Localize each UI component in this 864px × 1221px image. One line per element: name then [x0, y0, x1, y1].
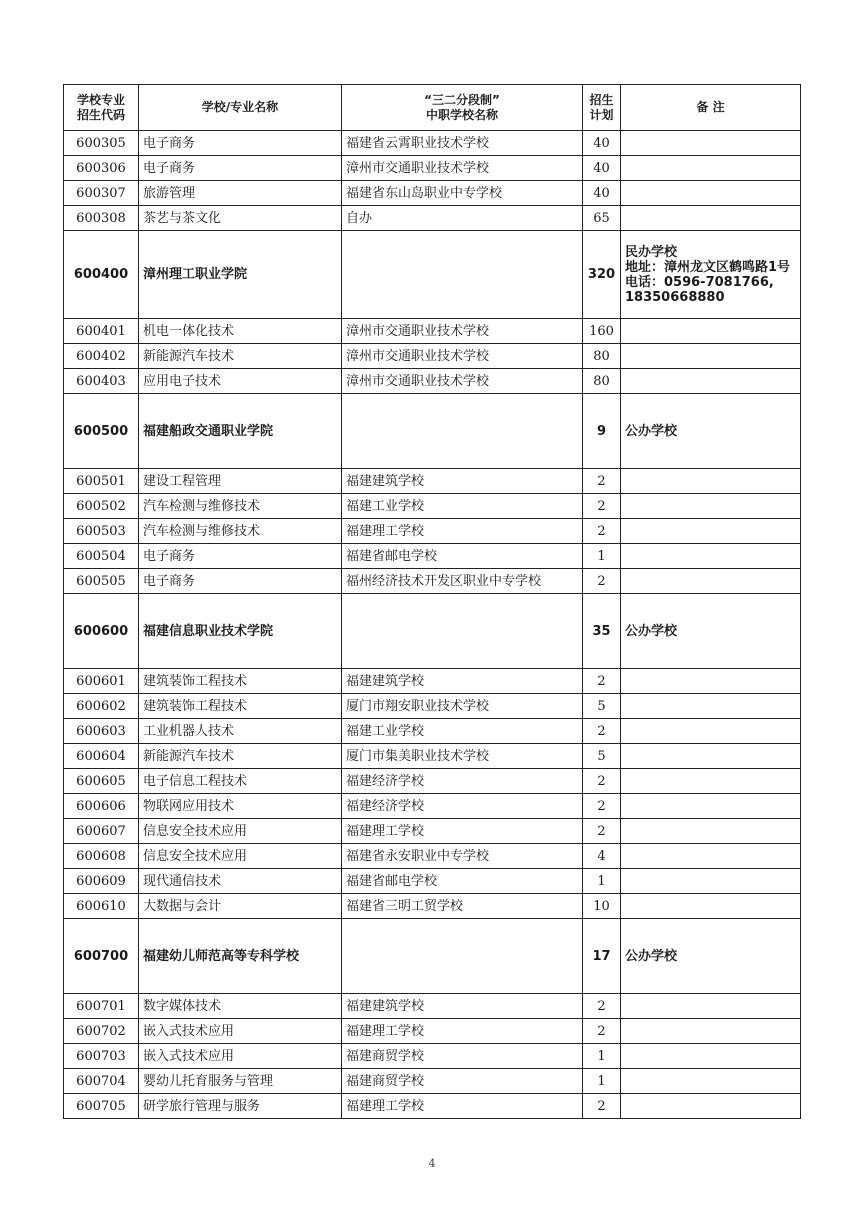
remark-line: 地址：漳州龙文区鹤鸣路1号 — [625, 259, 791, 275]
table-row — [64, 1019, 801, 1044]
cell-midschool: 福建理工学校 — [342, 519, 583, 544]
remark-line: 18350668880 — [625, 289, 725, 305]
cell-plan: 320 — [583, 231, 621, 319]
cell-name: 信息安全技术应用 — [139, 819, 342, 844]
cell-remark — [621, 594, 801, 669]
cell-remark — [621, 1019, 801, 1044]
table-row — [64, 794, 801, 819]
cell-plan: 1 — [583, 869, 621, 894]
cell-remark — [621, 569, 801, 594]
cell-plan: 5 — [583, 694, 621, 719]
cell-remark — [621, 231, 801, 319]
cell-code: 600503 — [64, 519, 139, 544]
cell-midschool: 福建省云霄职业技术学校 — [342, 131, 583, 156]
school-row — [64, 394, 801, 469]
cell-midschool: 福建商贸学校 — [342, 1069, 583, 1094]
cell-midschool: 福建省三明工贸学校 — [342, 894, 583, 919]
cell-code: 600703 — [64, 1044, 139, 1069]
cell-code: 600601 — [64, 669, 139, 694]
cell-code: 600401 — [64, 319, 139, 344]
cell-midschool: 厦门市翔安职业技术学校 — [342, 694, 583, 719]
cell-name: 福建信息职业技术学院 — [139, 594, 342, 669]
cell-midschool: 福建商贸学校 — [342, 1044, 583, 1069]
remark-line: 民办学校 — [625, 244, 678, 260]
cell-remark — [621, 869, 801, 894]
school-row — [64, 594, 801, 669]
cell-remark — [621, 131, 801, 156]
cell-code: 600700 — [64, 919, 139, 994]
cell-midschool: 福建工业学校 — [342, 719, 583, 744]
cell-code: 600610 — [64, 894, 139, 919]
cell-name: 研学旅行管理与服务 — [139, 1094, 342, 1119]
cell-name: 建筑装饰工程技术 — [139, 694, 342, 719]
cell-name: 物联网应用技术 — [139, 794, 342, 819]
cell-midschool: 福建建筑学校 — [342, 469, 583, 494]
table-row — [64, 669, 801, 694]
cell-plan: 9 — [583, 394, 621, 469]
cell-midschool: 福建建筑学校 — [342, 994, 583, 1019]
cell-plan: 40 — [583, 131, 621, 156]
cell-midschool: 福建省邮电学校 — [342, 869, 583, 894]
cell-midschool: 福建经济学校 — [342, 769, 583, 794]
cell-remark — [621, 469, 801, 494]
cell-name: 新能源汽车技术 — [139, 344, 342, 369]
cell-name: 建筑装饰工程技术 — [139, 669, 342, 694]
table-row — [64, 844, 801, 869]
table-row — [64, 744, 801, 769]
cell-midschool: 漳州市交通职业技术学校 — [342, 369, 583, 394]
table-row — [64, 319, 801, 344]
cell-name: 旅游管理 — [139, 181, 342, 206]
table-row — [64, 994, 801, 1019]
cell-remark — [621, 669, 801, 694]
cell-name: 福建船政交通职业学院 — [139, 394, 342, 469]
cell-midschool: 福建建筑学校 — [342, 669, 583, 694]
cell-code: 600702 — [64, 1019, 139, 1044]
header-remark: 备 注 — [621, 85, 801, 131]
cell-midschool — [342, 231, 583, 319]
cell-plan: 35 — [583, 594, 621, 669]
cell-midschool — [342, 919, 583, 994]
cell-plan: 2 — [583, 1019, 621, 1044]
cell-midschool — [342, 394, 583, 469]
cell-name: 茶艺与茶文化 — [139, 206, 342, 231]
cell-name: 婴幼儿托育服务与管理 — [139, 1069, 342, 1094]
remark-line: 电话：0596-7081766, — [625, 274, 774, 290]
cell-plan: 5 — [583, 744, 621, 769]
cell-name: 福建幼儿师范高等专科学校 — [139, 919, 342, 994]
cell-name: 电子商务 — [139, 131, 342, 156]
enrollment-plan-table — [63, 84, 801, 1119]
header-midschool: “三二分段制” 中职学校名称 — [342, 85, 583, 131]
table-row — [64, 694, 801, 719]
header-code: 学校专业 招生代码 — [64, 85, 139, 131]
cell-name: 现代通信技术 — [139, 869, 342, 894]
cell-code: 600701 — [64, 994, 139, 1019]
cell-code: 600705 — [64, 1094, 139, 1119]
table-body — [64, 131, 801, 1119]
cell-plan: 2 — [583, 794, 621, 819]
cell-remark — [621, 206, 801, 231]
page-number: 4 — [428, 1157, 436, 1170]
cell-name: 漳州理工职业学院 — [139, 231, 342, 319]
cell-midschool: 厦门市集美职业技术学校 — [342, 744, 583, 769]
table-row — [64, 181, 801, 206]
cell-name: 建设工程管理 — [139, 469, 342, 494]
cell-name: 大数据与会计 — [139, 894, 342, 919]
cell-remark — [621, 494, 801, 519]
table-row — [64, 894, 801, 919]
cell-midschool: 福建工业学校 — [342, 494, 583, 519]
table-row — [64, 519, 801, 544]
cell-remark — [621, 394, 801, 469]
table-row — [64, 819, 801, 844]
cell-name: 电子商务 — [139, 569, 342, 594]
cell-code: 600305 — [64, 131, 139, 156]
cell-remark — [621, 319, 801, 344]
table-row — [64, 1094, 801, 1119]
cell-remark — [621, 369, 801, 394]
cell-remark — [621, 344, 801, 369]
cell-code: 600603 — [64, 719, 139, 744]
cell-code: 600501 — [64, 469, 139, 494]
cell-plan: 65 — [583, 206, 621, 231]
cell-name: 电子商务 — [139, 156, 342, 181]
cell-remark — [621, 519, 801, 544]
cell-remark — [621, 744, 801, 769]
cell-name: 工业机器人技术 — [139, 719, 342, 744]
cell-code: 600602 — [64, 694, 139, 719]
cell-remark — [621, 894, 801, 919]
cell-plan: 2 — [583, 994, 621, 1019]
cell-plan: 2 — [583, 1094, 621, 1119]
header-name: 学校/专业名称 — [139, 85, 342, 131]
cell-plan: 40 — [583, 156, 621, 181]
cell-remark — [621, 819, 801, 844]
cell-code: 600505 — [64, 569, 139, 594]
table-row — [64, 1044, 801, 1069]
cell-plan: 10 — [583, 894, 621, 919]
cell-code: 600609 — [64, 869, 139, 894]
cell-name: 嵌入式技术应用 — [139, 1044, 342, 1069]
cell-code: 600604 — [64, 744, 139, 769]
cell-midschool: 漳州市交通职业技术学校 — [342, 156, 583, 181]
cell-name: 新能源汽车技术 — [139, 744, 342, 769]
table-row — [64, 469, 801, 494]
cell-remark — [621, 544, 801, 569]
cell-code: 600704 — [64, 1069, 139, 1094]
table-row — [64, 869, 801, 894]
cell-remark — [621, 994, 801, 1019]
cell-remark — [621, 1069, 801, 1094]
cell-plan: 2 — [583, 494, 621, 519]
cell-name: 机电一体化技术 — [139, 319, 342, 344]
cell-code: 600607 — [64, 819, 139, 844]
cell-plan: 2 — [583, 819, 621, 844]
cell-code: 600500 — [64, 394, 139, 469]
cell-code: 600400 — [64, 231, 139, 319]
cell-midschool: 福建经济学校 — [342, 794, 583, 819]
table-row — [64, 206, 801, 231]
cell-remark — [621, 694, 801, 719]
table-row — [64, 344, 801, 369]
table-row — [64, 1069, 801, 1094]
cell-name: 电子商务 — [139, 544, 342, 569]
cell-plan: 1 — [583, 544, 621, 569]
cell-plan: 160 — [583, 319, 621, 344]
cell-name: 信息安全技术应用 — [139, 844, 342, 869]
cell-code: 600606 — [64, 794, 139, 819]
table-row — [64, 719, 801, 744]
cell-plan: 80 — [583, 369, 621, 394]
cell-remark — [621, 181, 801, 206]
cell-plan: 1 — [583, 1044, 621, 1069]
cell-code: 600403 — [64, 369, 139, 394]
table-header-row — [64, 85, 801, 131]
cell-midschool: 福建省邮电学校 — [342, 544, 583, 569]
cell-plan: 2 — [583, 519, 621, 544]
cell-remark — [621, 1044, 801, 1069]
cell-remark — [621, 844, 801, 869]
cell-name: 嵌入式技术应用 — [139, 1019, 342, 1044]
cell-plan: 2 — [583, 669, 621, 694]
table-row — [64, 569, 801, 594]
cell-midschool: 福建理工学校 — [342, 819, 583, 844]
cell-code: 600605 — [64, 769, 139, 794]
cell-midschool: 漳州市交通职业技术学校 — [342, 319, 583, 344]
cell-plan: 2 — [583, 719, 621, 744]
school-row — [64, 231, 801, 319]
cell-plan: 1 — [583, 1069, 621, 1094]
cell-code: 600502 — [64, 494, 139, 519]
cell-plan: 17 — [583, 919, 621, 994]
cell-plan: 80 — [583, 344, 621, 369]
remark-line: 公办学校 — [625, 423, 678, 439]
remark-line: 公办学校 — [625, 948, 678, 964]
cell-code: 600600 — [64, 594, 139, 669]
cell-plan: 2 — [583, 769, 621, 794]
school-row — [64, 919, 801, 994]
table-row — [64, 544, 801, 569]
cell-midschool: 自办 — [342, 206, 583, 231]
cell-plan: 40 — [583, 181, 621, 206]
cell-midschool: 福建理工学校 — [342, 1019, 583, 1044]
cell-remark — [621, 1094, 801, 1119]
table-row — [64, 131, 801, 156]
table-row — [64, 156, 801, 181]
cell-plan: 2 — [583, 569, 621, 594]
cell-code: 600308 — [64, 206, 139, 231]
cell-remark — [621, 719, 801, 744]
cell-name: 数字媒体技术 — [139, 994, 342, 1019]
cell-midschool: 福建省永安职业中专学校 — [342, 844, 583, 869]
cell-name: 应用电子技术 — [139, 369, 342, 394]
cell-midschool: 福建理工学校 — [342, 1094, 583, 1119]
remark-line: 公办学校 — [625, 623, 678, 639]
cell-remark — [621, 919, 801, 994]
cell-name: 电子信息工程技术 — [139, 769, 342, 794]
cell-midschool — [342, 594, 583, 669]
cell-midschool: 漳州市交通职业技术学校 — [342, 344, 583, 369]
cell-remark — [621, 156, 801, 181]
table-row — [64, 369, 801, 394]
cell-name: 汽车检测与维修技术 — [139, 494, 342, 519]
cell-plan: 2 — [583, 469, 621, 494]
table-row — [64, 494, 801, 519]
header-plan: 招生 计划 — [583, 85, 621, 131]
cell-code: 600608 — [64, 844, 139, 869]
cell-code: 600504 — [64, 544, 139, 569]
cell-remark — [621, 794, 801, 819]
cell-name: 汽车检测与维修技术 — [139, 519, 342, 544]
cell-remark — [621, 769, 801, 794]
cell-code: 600402 — [64, 344, 139, 369]
table-row — [64, 769, 801, 794]
cell-code: 600307 — [64, 181, 139, 206]
cell-midschool: 福州经济技术开发区职业中专学校 — [342, 569, 583, 594]
cell-code: 600306 — [64, 156, 139, 181]
cell-plan: 4 — [583, 844, 621, 869]
cell-midschool: 福建省东山岛职业中专学校 — [342, 181, 583, 206]
